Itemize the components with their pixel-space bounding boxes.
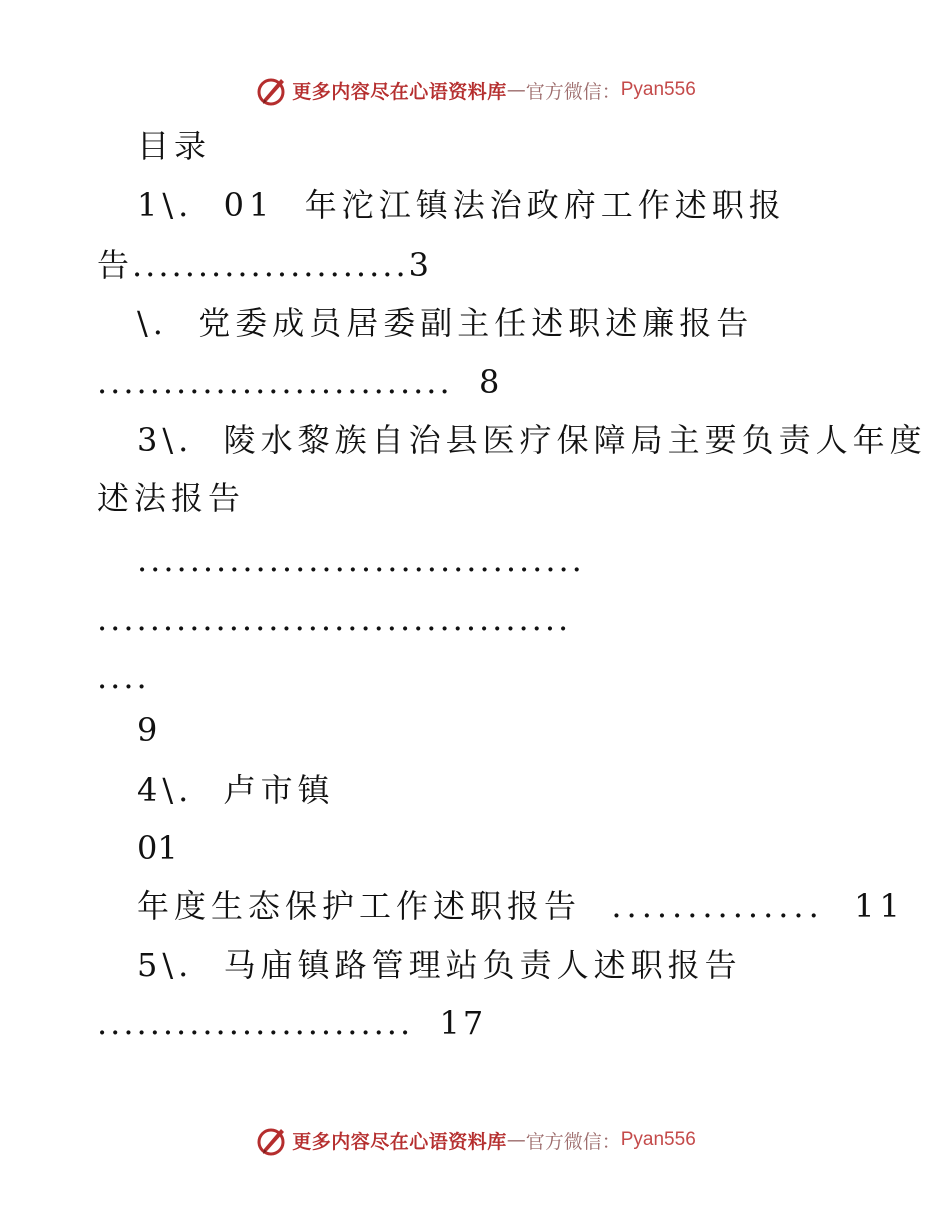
toc-line-3-page: 9 [137,711,158,749]
quill-pen-logo-icon [254,1123,288,1157]
toc-line-3: 3\. 陵水黎族自治县医疗保障局主要负责人年度 [137,421,927,459]
footer-wechat-label: 官方微信： [525,1130,621,1153]
toc-line-3-dots-a: .................................. [137,541,585,579]
toc-line-5-page: ........................ 17 [97,1004,487,1042]
footer-banner [0,1120,950,1160]
toc-line-3-dots-c: .... [97,658,150,696]
toc-line-4: 4\. 卢市镇 [137,771,335,809]
header-wechat-label: 官方微信： [525,80,621,103]
toc-line-1-page: 告.....................3 [97,246,432,284]
footer-brand-text: 更多内容尽在心语资料库 [292,1130,507,1153]
toc-line-2: \. 党委成员居委副主任述职述廉报告 [137,304,754,342]
toc-title: 目录 [137,127,212,165]
header-wechat-id: Pyan556 [620,79,696,100]
header-separator: — [506,79,526,101]
toc-line-3-cont: 述法报告 [97,479,246,517]
header-banner [0,70,950,110]
toc-line-2-page: ........................... 8 [97,363,503,401]
header-brand-text: 更多内容尽在心语资料库 [292,80,507,103]
footer-wechat-id: Pyan556 [620,1129,696,1150]
toc-line-5: 5\. 马庙镇路管理站负责人述职报告 [137,946,742,984]
toc-line-4-year: 01 [137,829,178,867]
toc-line-1: 1\. 01 年沱江镇法治政府工作述职报 [137,186,786,224]
toc-line-3-dots-b: .................................... [97,600,572,638]
quill-pen-logo-icon [254,73,288,107]
toc-line-4-cont: 年度生态保护工作述职报告 .............. 11 [137,887,905,925]
footer-separator: — [506,1129,526,1151]
